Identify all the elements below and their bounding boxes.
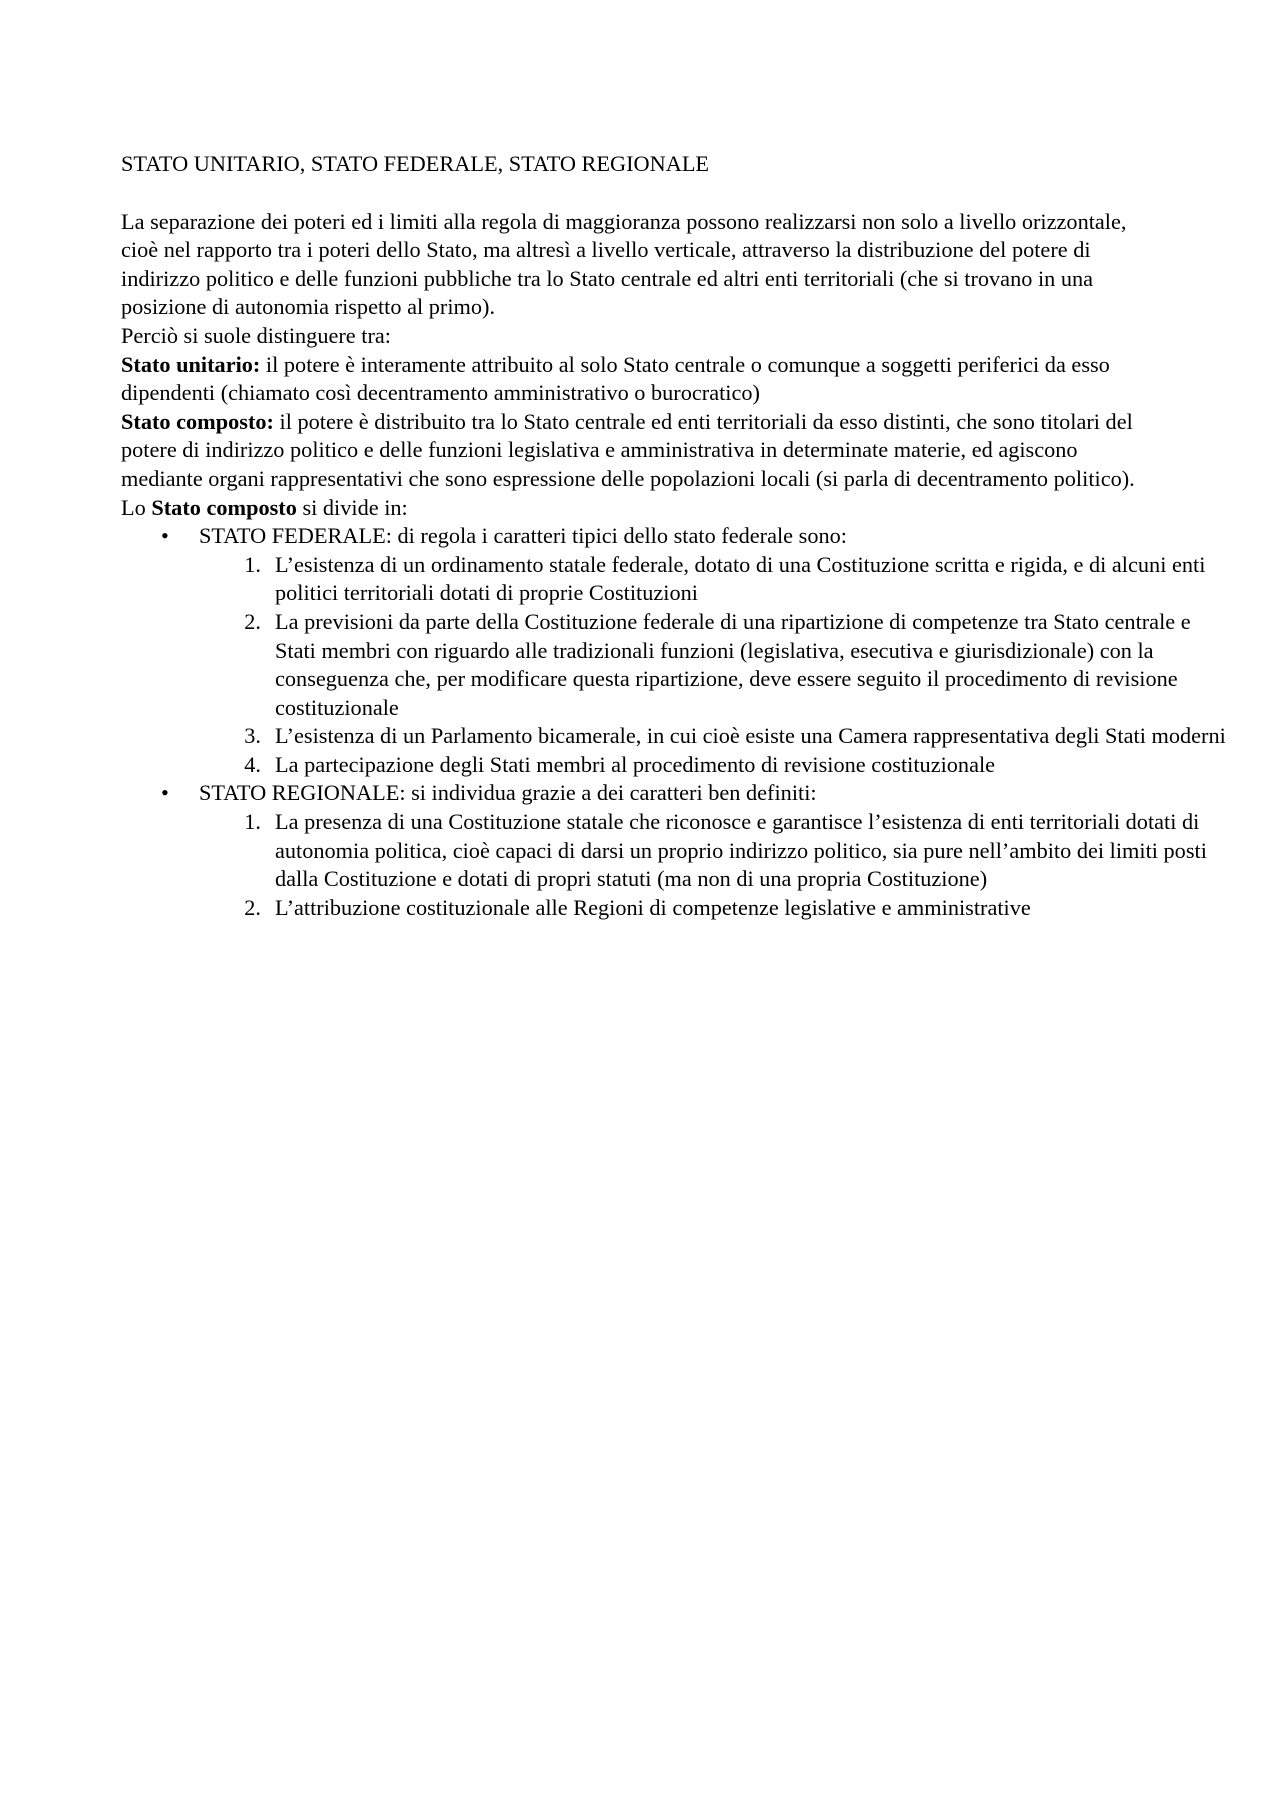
list-item-number: 1. (244, 551, 261, 577)
list-item-number: 2. (244, 894, 261, 920)
federale-characteristics-list (199, 551, 1226, 780)
stato-unitario-text: il potere è interamente attribuito al solo Stato centrale o comunque a soggetti periferici da esso dipendenti (chiamato così decentramento amministrativo o burocratico) (121, 351, 1110, 406)
document-body (121, 150, 1226, 922)
list-item-text: L’esistenza di un Parlamento bicamerale, in cui cioè esiste una Camera rappresentativa degli Stati moderni (275, 723, 1226, 749)
list-item-number: 3. (244, 723, 261, 749)
document-title: STATO UNITARIO, STATO FEDERALE, STATO REGIONALE (121, 151, 710, 176)
list-item-text: La partecipazione degli Stati membri al procedimento di revisione costituzionale (275, 751, 996, 777)
list-item-number: 4. (244, 751, 261, 777)
list-item (199, 808, 1207, 894)
bullet-icon: • (161, 780, 169, 806)
bullet-item-regionale (121, 779, 1207, 922)
list-item (199, 608, 1191, 722)
divide-term: Stato composto (151, 494, 297, 520)
list-item (199, 722, 1226, 751)
bullet-item-federale (121, 522, 1226, 779)
list-item (199, 894, 1161, 923)
distinguish-line: Perciò si suole distinguere tra: (121, 322, 391, 348)
regionale-heading: STATO REGIONALE: si individua grazie a dei caratteri ben definiti: (199, 780, 817, 806)
list-item-number: 2. (244, 608, 261, 634)
stato-composto-text: il potere è distribuito tra lo Stato centrale ed enti territoriali da esso distinti, che sono titolari del potere di indirizzo politico e delle funzioni legislativa e amministrativa in determinate materie, ed agiscono mediante organi rappresentativi che sono espressione delle popolazioni locali (si parla di decentramento politico). (121, 408, 1135, 491)
stato-unitario-definition (121, 351, 1161, 408)
divide-suffix: si divide in: (296, 494, 408, 520)
list-item-text: La previsioni da parte della Costituzione federale di una ripartizione di competenze tra Stato centrale e Stati membri con riguardo alle tradizionali funzioni (legislativa, esecutiva e giurisdizionale) con la conseguenza che, per modificare questa ripartizione, deve essere seguito il procedimento di revisione costituzionale (275, 608, 1191, 720)
stato-composto-types-list (121, 522, 1226, 922)
list-item-number: 1. (244, 809, 261, 835)
divide-line (121, 494, 1161, 523)
list-item (199, 751, 1161, 780)
divide-prefix: Lo (121, 494, 152, 520)
stato-composto-definition (121, 408, 1161, 494)
list-item-text: La presenza di una Costituzione statale che riconosce e garantisce l’esistenza di enti territoriali dotati di autonomia politica, cioè capaci di darsi un proprio indirizzo politico, sia pure nell’ambito dei limiti posti dalla Costituzione e dotati di propri statuti (ma non di una propria Costituzione) (275, 809, 1207, 892)
federale-heading: STATO FEDERALE: di regola i caratteri tipici dello stato federale sono: (199, 523, 847, 549)
stato-unitario-term: Stato unitario: (121, 351, 261, 377)
bullet-icon: • (161, 523, 169, 549)
intro-paragraph: La separazione dei poteri ed i limiti alla regola di maggioranza possono realizzarsi non solo a livello orizzontale, cioè nel rapporto tra i poteri dello Stato, ma altresì a livello verticale, attraverso la distribuzione del potere di indirizzo politico e delle funzioni pubbliche tra lo Stato centrale ed altri enti territoriali (che si trovano in una posizione di autonomia rispetto al primo). (121, 208, 1127, 320)
list-item (199, 551, 1206, 608)
regionale-characteristics-list (199, 808, 1207, 922)
list-item-text: L’esistenza di un ordinamento statale federale, dotato di una Costituzione scritta e rigida, e di alcuni enti politici territoriali dotati di proprie Costituzioni (275, 551, 1206, 606)
stato-composto-term: Stato composto: (121, 408, 274, 434)
list-item-text: L’attribuzione costituzionale alle Regioni di competenze legislative e amministrative (275, 894, 1031, 920)
